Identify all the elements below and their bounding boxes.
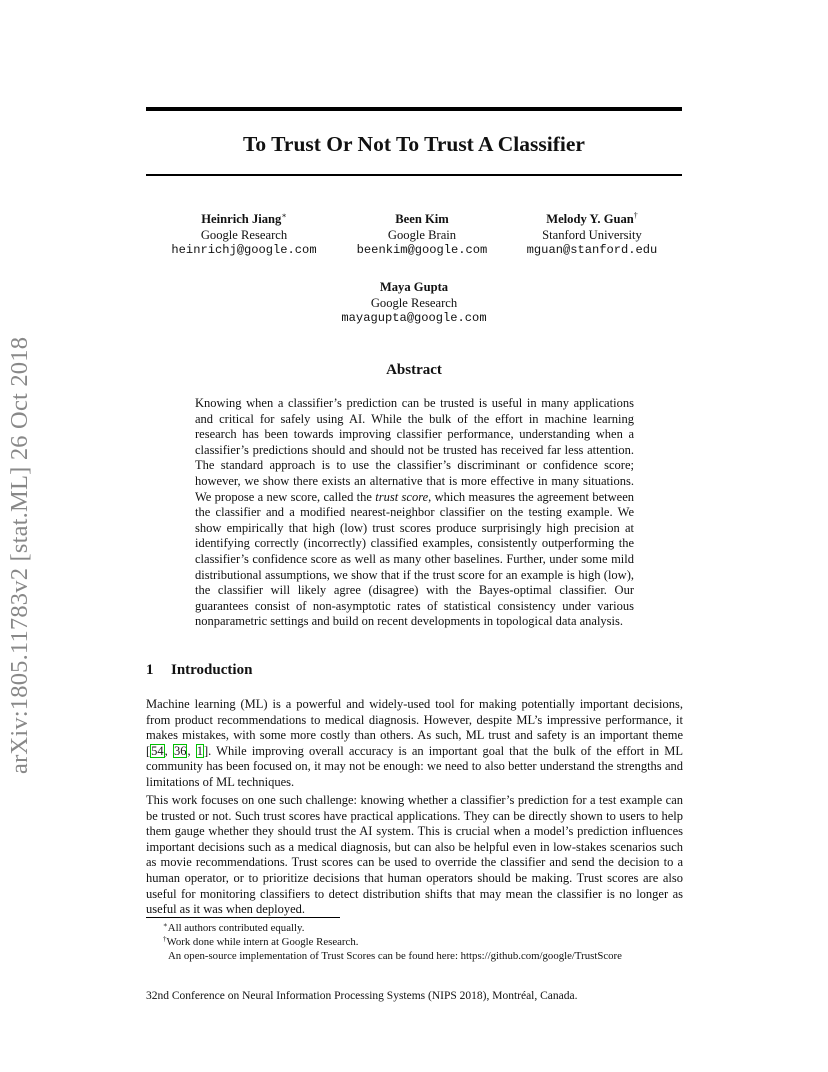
author-name: Heinrich Jiang∗ — [201, 211, 287, 226]
footnote: ∗All authors contributed equally. — [163, 921, 305, 934]
conference-note: 32nd Conference on Neural Information Processing Systems (NIPS 2018), Montréal, Canada. — [146, 990, 578, 1002]
author-email[interactable]: mayagupta@google.com — [341, 311, 487, 325]
intro-paragraph: Machine learning (ML) is a powerful and widely-used tool for making potentially important decisions, from product recommendations to medical diagnosis. However, despite ML’s impressive performance, it makes mistakes, with some more costly than others. As such, ML trust and safety is an important theme [54, 36, 1]. While improving overall accuracy is an important goal that the bulk of the effort in ML community has been focused on, it may not be enough: we need to also better understand the strengths and limitations of ML techniques. — [146, 697, 684, 789]
footnote: An open-source implementation of Trust Scores can be found here: https://github.com/google/TrustScore — [168, 950, 622, 962]
footnote: †Work done while intern at Google Research. — [163, 935, 359, 948]
footnote-rule — [146, 917, 340, 918]
paper-title: To Trust Or Not To Trust A Classifier — [243, 132, 585, 156]
author-affiliation: Google Research — [200, 227, 288, 242]
author-email[interactable]: mguan@stanford.edu — [526, 243, 658, 257]
section-heading: 1 Introduction — [146, 662, 253, 678]
intro-paragraph: This work focuses on one such challenge: knowing whether a classifier’s prediction for a test example can be trusted or not. Such trust scores have practical applications. They can be directly shown to users to help them gauge whether they should trust the AI system. This is crucial when a model’s prediction influences important decisions such as a medical diagnosis, but can also be helpful even in low-stakes scenarios such as movie recommendations. Trust scores can be used to override the classifier and send the decision to a human operator, or to prioritize decisions that human operators should be making. Trust scores are also useful for monitoring classifiers to detect distribution shifts that may mean the classifier is no longer as useful as it was when deployed. — [146, 793, 683, 917]
author-affiliation: Google Brain — [387, 227, 457, 242]
trust-score-term: trust score — [375, 489, 429, 504]
title-top-rule — [146, 107, 682, 111]
author-block — [144, 212, 344, 259]
author-name: Maya Gupta — [379, 280, 449, 294]
author-email[interactable]: beenkim@google.com — [356, 243, 488, 257]
author-affiliation: Stanford University — [542, 227, 642, 242]
author-affiliation: Google Research — [370, 295, 458, 310]
author-mark: ∗ — [281, 211, 287, 220]
abstract-heading: Abstract — [386, 362, 442, 378]
author-block — [314, 280, 514, 327]
citation-link[interactable]: 54 — [151, 743, 164, 758]
arxiv-identifier: arXiv:1805.11783v2 [stat.ML] 26 Oct 2018 — [6, 336, 33, 774]
abstract-body: Knowing when a classifier’s prediction can be trusted is useful in many applications and critical for safely using AI. While the bulk of the effort in machine learning research has been towards improving classifier performance, understanding when a classifier’s predictions should and should not be trusted has received far less attention. The standard approach is to use the classifier’s discriminant or confidence score; however, we show there exists an alternative that is more effective in many situations. We propose a new score, called the trust score, which measures the agreement between the classifier and a modified nearest-neighbor classifier on the testing example. We show empirically that high (low) trust scores produce surprisingly high precision at identifying correctly (incorrectly) classified examples, consistently outperforming the classifier’s confidence score as well as many other baselines. Further, under some mild distributional assumptions, we show that if the trust score for an example is high (low), the classifier will likely agree (disagree) with the Bayes-optimal classifier. Our guarantees consist of non-asymptotic rates of statistical consistency under various nonparametric settings and build on recent developments in topological data analysis. — [195, 396, 634, 629]
author-name: Been Kim — [395, 212, 449, 226]
citation-link[interactable]: 36 — [173, 743, 187, 758]
title-bottom-rule — [146, 174, 682, 176]
author-mark: † — [633, 211, 638, 220]
author-name: Melody Y. Guan† — [546, 211, 638, 226]
author-block — [492, 212, 692, 259]
citation-link[interactable]: 1 — [196, 743, 203, 758]
author-email[interactable]: heinrichj@google.com — [171, 243, 317, 257]
